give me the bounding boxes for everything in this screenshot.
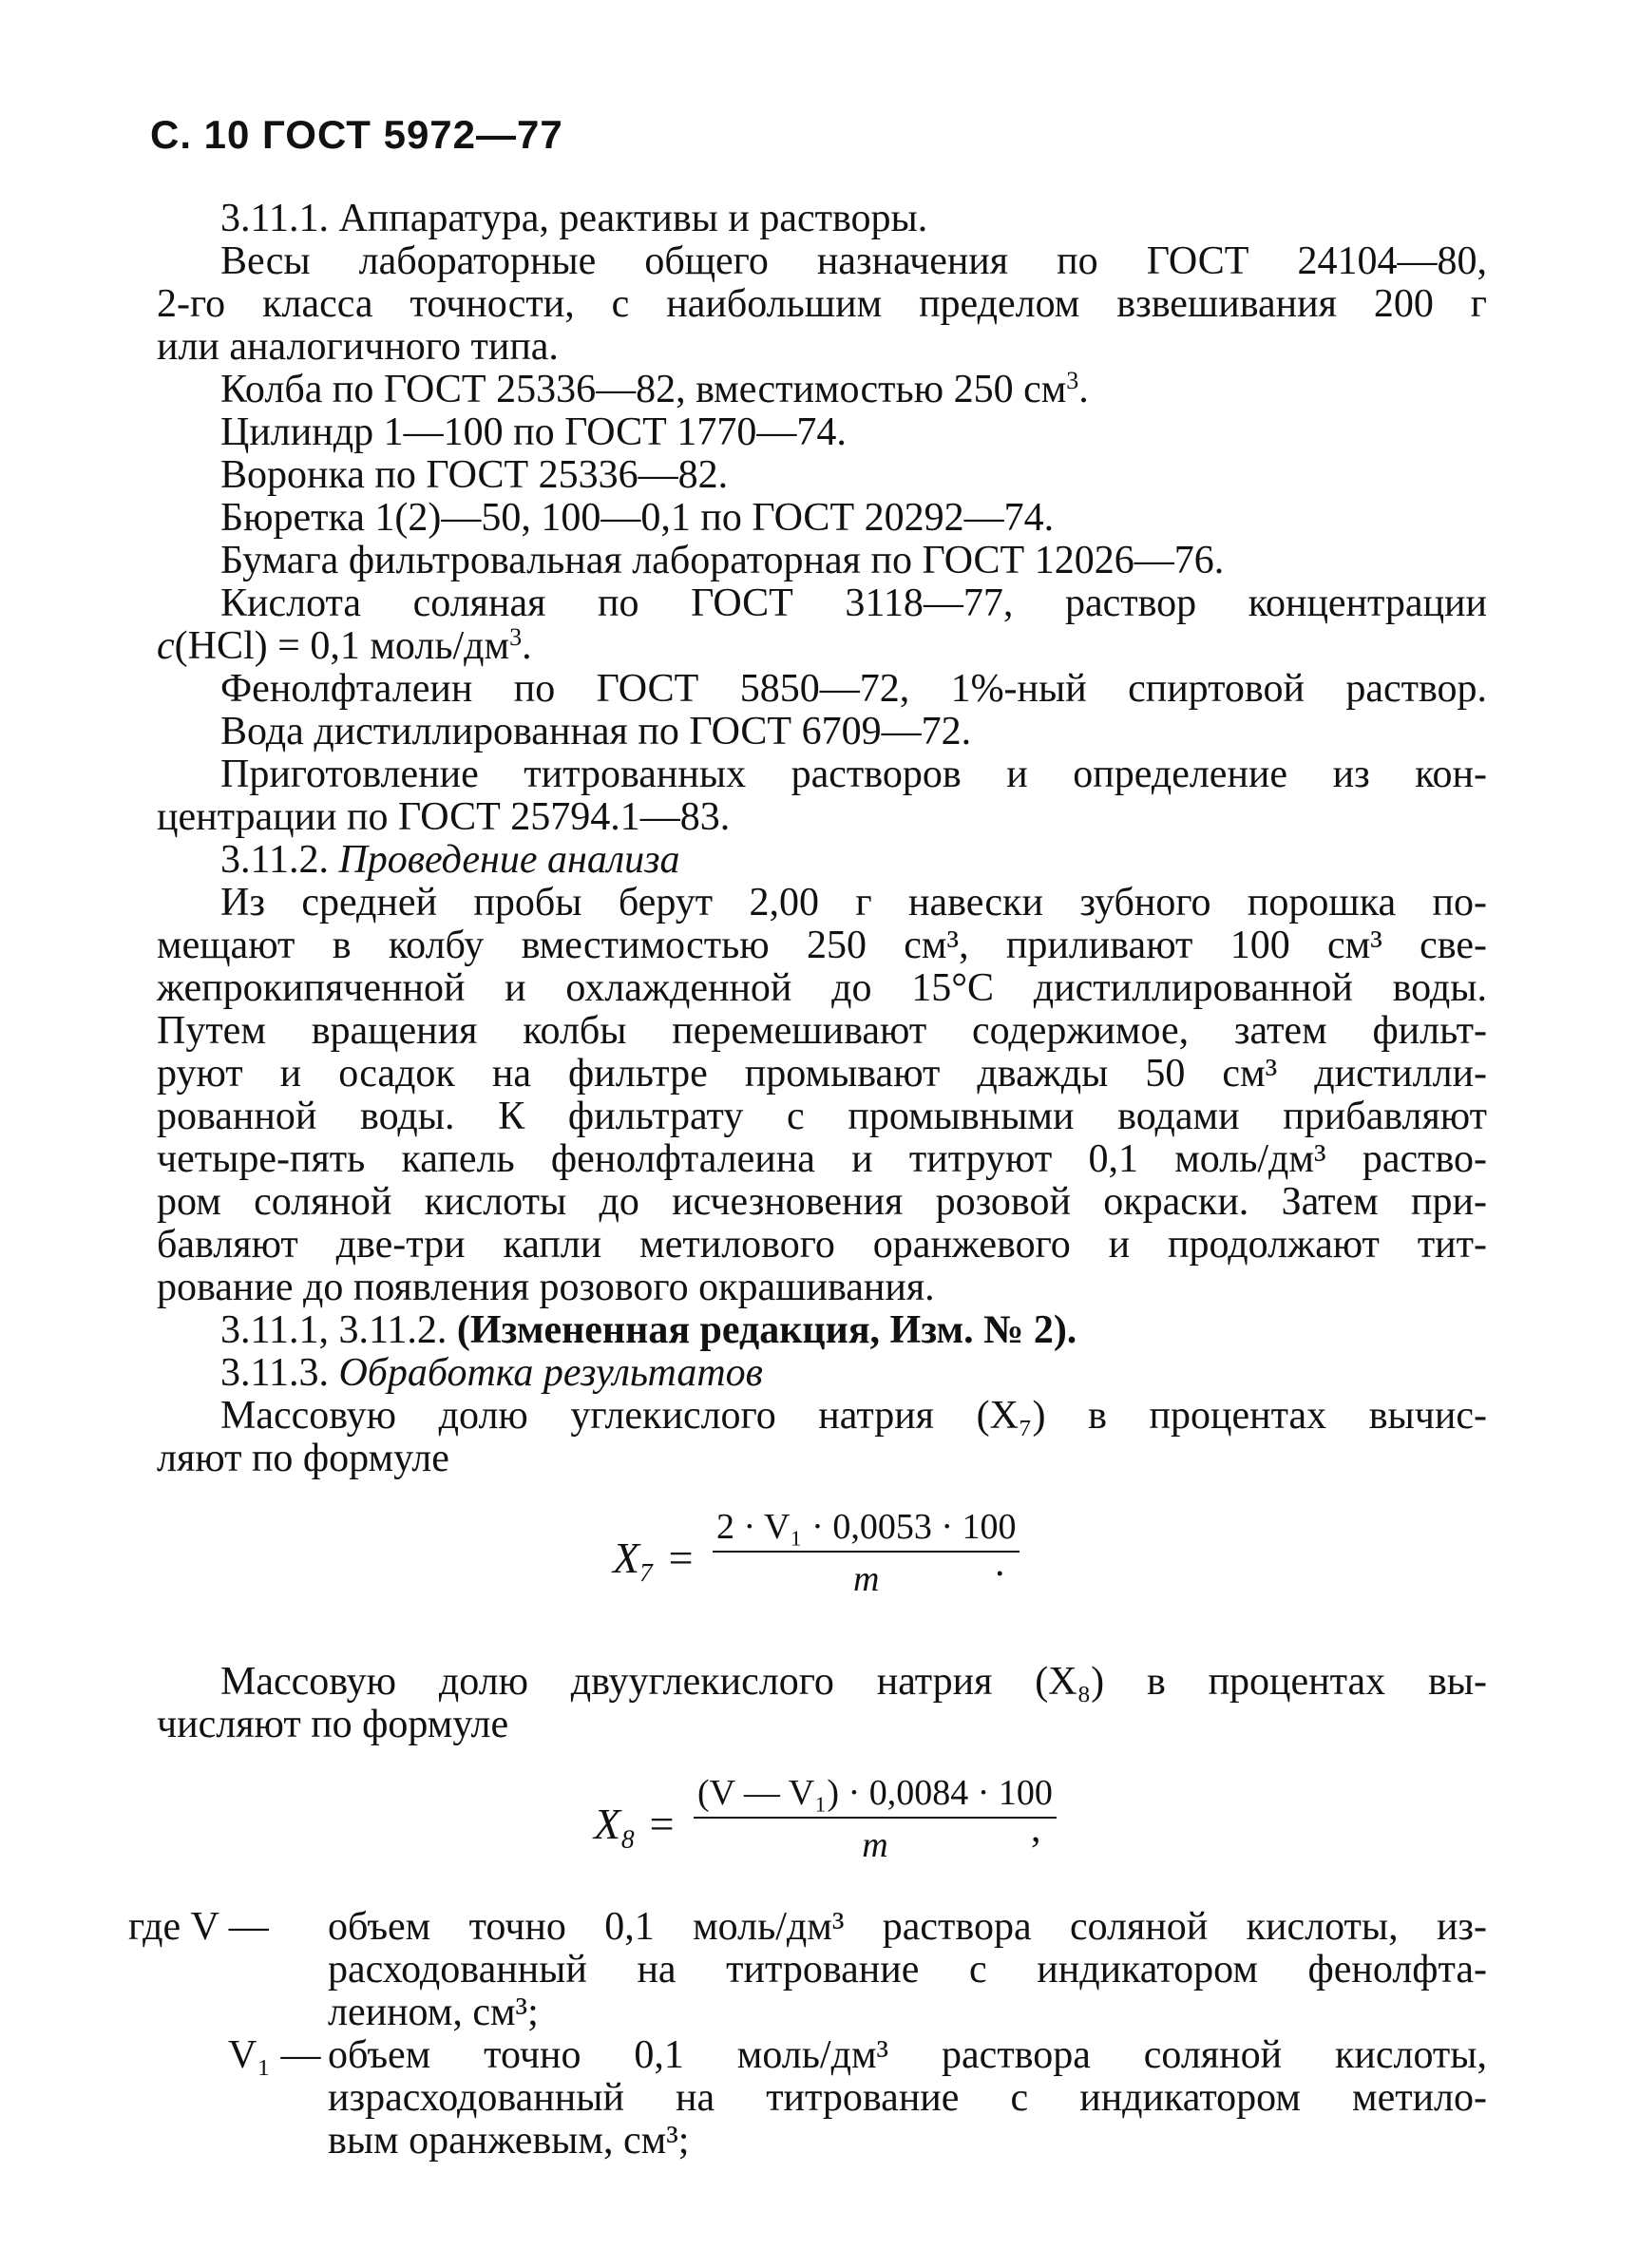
text-line: Массовую долю двууглекислого натрия (X₈) в процентах вы-	[220, 1660, 1487, 1704]
text-line: Путем вращения колбы перемешивают содержимое, затем фильт-	[157, 1009, 1487, 1053]
formula-punctuation: .	[995, 1541, 1005, 1585]
text-line: рование до появления розового окрашивания.	[157, 1266, 935, 1309]
text-run: .	[522, 624, 532, 668]
section-number: 3.11.2.	[220, 838, 339, 882]
text-run: .	[1078, 368, 1089, 411]
section-title: Обработка результатов	[338, 1351, 763, 1395]
text-line: Из средней пробы берут 2,00 г навески зубного порошка по-	[220, 881, 1487, 924]
page-header: С. 10 ГОСТ 5972—77	[150, 112, 563, 157]
text-line: числяют по формуле	[157, 1703, 509, 1746]
formula-fraction	[694, 1772, 1057, 1867]
text-line: мещают в колбу вместимостью 250 см³, приливают 100 см³ све-	[157, 924, 1487, 967]
formula-x8	[157, 1770, 1487, 1889]
text-line: ляют по формуле	[157, 1437, 449, 1480]
text-line: Воронка по ГОСТ 25336—82.	[220, 453, 729, 497]
definition-text	[328, 1906, 1487, 2034]
text-line: Бюретка 1(2)—50, 100—0,1 по ГОСТ 20292—74.	[220, 496, 1055, 540]
section-number: 3.11.3.	[220, 1351, 339, 1395]
text-line: или аналогичного типа.	[157, 325, 559, 369]
text-line: вым оранжевым, см³;	[328, 2119, 690, 2163]
text-line: леином, см³;	[328, 1991, 539, 2034]
definition-v	[128, 1906, 1487, 2034]
text-line: четыре-пять капель фенолфталеина и титруют 0,1 моль/дм³ раство-	[157, 1137, 1487, 1181]
definition-v1	[128, 2034, 1487, 2163]
text-line: 2-го класса точности, с наибольшим пределом взвешивания 200 г	[157, 282, 1487, 326]
formula-fraction	[713, 1506, 1020, 1601]
text-line: рованной воды. К фильтрату с промывными водами прибавляют	[157, 1095, 1487, 1138]
formula-denominator: m	[853, 1559, 880, 1599]
text-run: c	[157, 624, 175, 668]
formula-punctuation: ,	[1031, 1807, 1041, 1851]
text-line: Приготовление титрованных растворов и определение из кон-	[220, 753, 1487, 796]
text-line: Вода дистиллированная по ГОСТ 6709—72.	[220, 710, 972, 753]
text-line: центрации по ГОСТ 25794.1—83.	[157, 795, 731, 839]
text-line: руют и осадок на фильтре промывают дважды 50 см³ дистилли-	[157, 1052, 1487, 1096]
amendment-text: (Измененная редакция, Изм. № 2).	[456, 1308, 1077, 1352]
section-heading-3-11-3	[157, 1352, 1487, 1395]
formula-numerator: 2 · V₁ · 0,0053 · 100	[713, 1506, 1020, 1553]
definition-term: V₁ —	[228, 2033, 321, 2077]
text-line: жепрокипяченной и охлажденной до 15°C дистиллированной воды.	[157, 966, 1487, 1010]
variable-definitions	[128, 1906, 1487, 2163]
amendment-sections: 3.11.1, 3.11.2.	[220, 1308, 457, 1352]
text-line: Фенолфталеин по ГОСТ 5850—72, 1%-ный спиртовой раствор.	[220, 667, 1487, 711]
section-heading-3-11-2	[157, 839, 1487, 882]
definition-text	[328, 2034, 1487, 2163]
text-line: израсходованный на титрование с индикатором метило-	[328, 2076, 1487, 2120]
text-line: Весы лабораторные общего назначения по ГОСТ 24104—80,	[220, 239, 1487, 283]
text-line: Бумага фильтровальная лабораторная по ГОСТ 12026—76.	[220, 539, 1225, 582]
formula-lhs: X₈ =	[594, 1800, 677, 1848]
section-title: Проведение анализа	[338, 838, 680, 882]
text-line: Массовую долю углекислого натрия (X₇) в процентах вычис-	[220, 1394, 1487, 1438]
superscript: 3	[1066, 367, 1079, 394]
text-line: Кислота соляная по ГОСТ 3118—77, раствор концентрации	[220, 581, 1487, 625]
formula-lhs: X₇ =	[613, 1534, 696, 1582]
text-line: Цилиндр 1—100 по ГОСТ 1770—74.	[220, 410, 847, 454]
text-run: (HCl) = 0,1 моль/дм	[174, 624, 510, 668]
formula-x7	[157, 1504, 1487, 1623]
text-line: объем точно 0,1 моль/дм³ раствора соляной кислоты, из-	[328, 1905, 1487, 1949]
text-line	[157, 369, 1487, 411]
text-line	[157, 625, 1487, 668]
text-line: расходованный на титрование с индикатором фенолфта-	[328, 1948, 1487, 1992]
superscript: 3	[509, 623, 523, 651]
formula-denominator: m	[862, 1825, 888, 1865]
document-body	[128, 197, 1487, 2163]
text-line: объем точно 0,1 моль/дм³ раствора соляной кислоты,	[328, 2033, 1487, 2077]
text-line: ром соляной кислоты до исчезновения розовой окраски. Затем при-	[157, 1180, 1487, 1224]
definition-term: где V —	[128, 1905, 269, 1949]
formula-numerator: (V — V₁) · 0,0084 · 100	[694, 1772, 1057, 1819]
section-heading-3-11-1: 3.11.1. Аппаратура, реактивы и растворы.	[220, 197, 928, 240]
text-run: Колба по ГОСТ 25336—82, вместимостью 250 см	[220, 368, 1067, 411]
text-line: бавляют две-три капли метилового оранжевого и продолжают тит-	[157, 1223, 1487, 1267]
amendment-note	[157, 1309, 1487, 1352]
